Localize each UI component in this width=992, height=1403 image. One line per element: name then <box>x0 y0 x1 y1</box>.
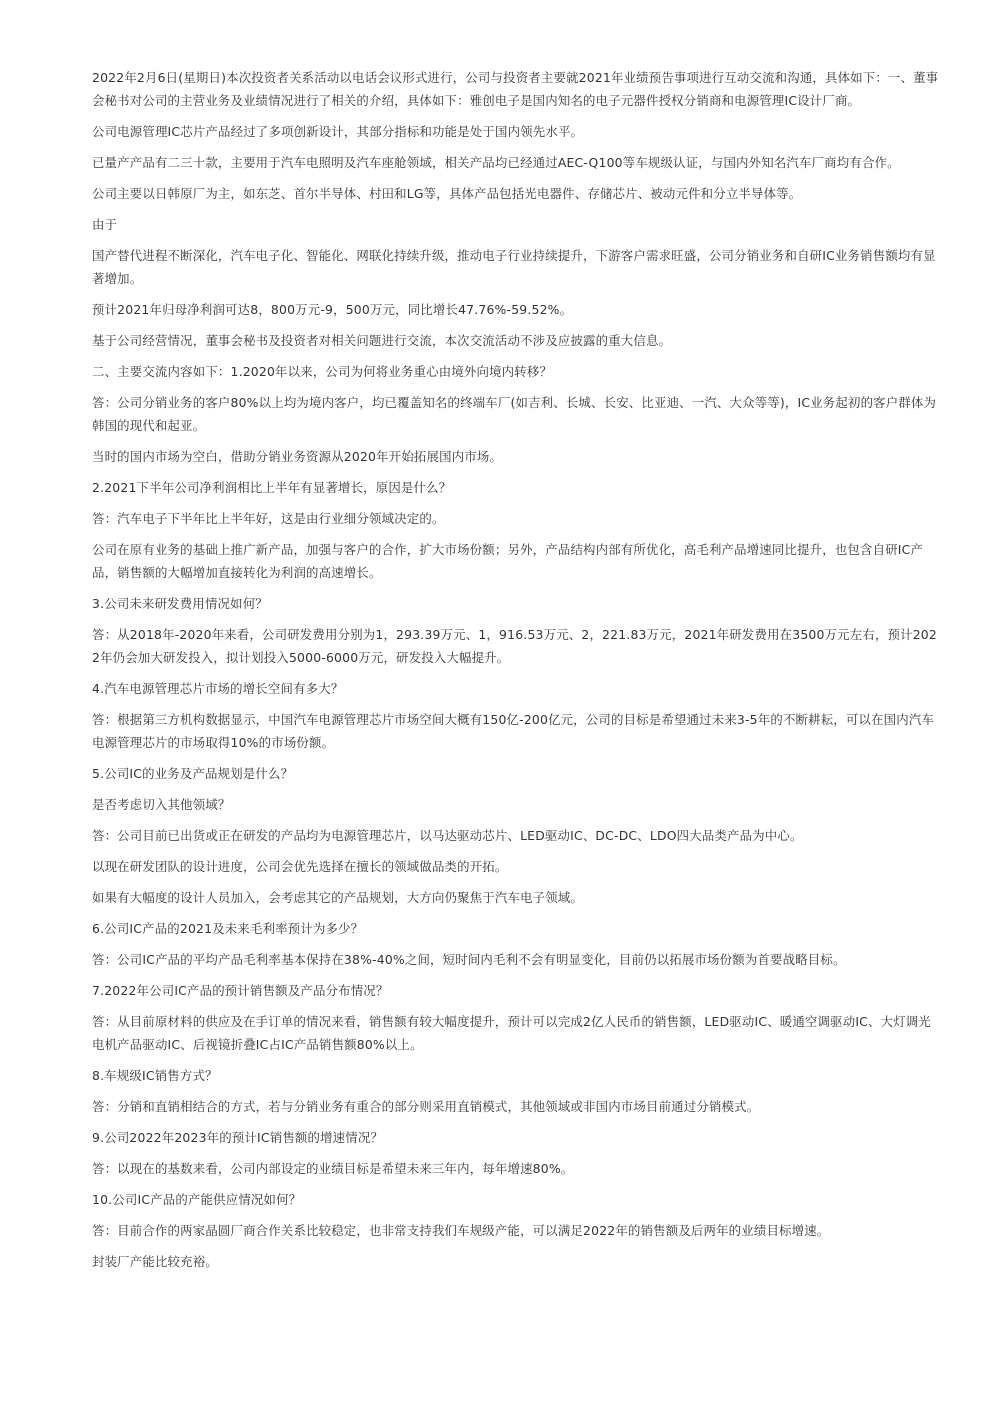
answer-8: 答：分销和直销相结合的方式，若与分销业务有重合的部分则采用直销模式，其他领域或非国内市场目前通过分销模式。 <box>92 1099 760 1114</box>
question-6: 6.公司IC产品的2021及未来毛利率预计为多少？ <box>92 921 364 936</box>
question-8: 8.车规级IC销售方式？ <box>92 1068 218 1083</box>
question-4: 4.汽车电源管理芯片市场的增长空间有多大？ <box>92 681 344 696</box>
answer-9: 答：以现在的基数来看，公司内部设定的业绩目标是希望未来三年内，每年增速80%。 <box>92 1161 574 1176</box>
answer-7: 答：从目前原材料的供应及在手订单的情况来看，销售额有较大幅度提升，预计可以完成2亿人民币的销售额，LED驱动IC、暖通空调驱动IC、大灯调光电机产品驱动IC、后视镜折叠IC占IC产品销售额80%以上。 <box>92 1014 931 1052</box>
question-9: 9.公司2022年2023年的预计IC销售额的增速情况？ <box>92 1130 384 1145</box>
paragraph: 国产替代进程不断深化，汽车电子化、智能化、网联化持续升级，推动电子行业持续提升，下游客户需求旺盛，公司分销业务和自研IC业务销售额均有显著增加。 <box>92 248 936 286</box>
answer-10-cont: 封装厂产能比较充裕。 <box>92 1254 218 1269</box>
question-5: 5.公司IC的业务及产品规划是什么？ <box>92 766 294 781</box>
answer-4: 答：根据第三方机构数据显示，中国汽车电源管理芯片市场空间大概有150亿-200亿元，公司的目标是希望通过未来3-5年的不断耕耘，可以在国内汽车电源管理芯片的市场取得10%的市场份额。 <box>92 712 935 750</box>
answer-1-cont: 当时的国内市场为空白，借助分销业务资源从2020年开始拓展国内市场。 <box>92 449 503 464</box>
answer-1: 答：公司分销业务的客户80%以上均为境内客户，均已覆盖知名的终端车厂(如吉利、长城、长安、比亚迪、一汽、大众等等)，IC业务起初的客户群体为韩国的现代和起亚。 <box>92 395 937 433</box>
answer-10: 答：目前合作的两家晶圆厂商合作关系比较稳定，也非常支持我们车规级产能，可以满足2022年的销售额及后两年的业绩目标增速。 <box>92 1223 830 1238</box>
question-1: 二、主要交流内容如下：1.2020年以来，公司为何将业务重心由境外向境内转移？ <box>92 364 553 379</box>
paragraph: 公司电源管理IC芯片产品经过了多项创新设计，其部分指标和功能是处于国内领先水平。 <box>92 124 584 139</box>
answer-2: 答：汽车电子下半年比上半年好，这是由行业细分领域决定的。 <box>92 511 445 526</box>
question-3: 3.公司未来研发费用情况如何？ <box>92 596 268 611</box>
paragraph-intro: 2022年2月6日(星期日)本次投资者关系活动以电话会议形式进行，公司与投资者主要就2021年业绩预告事项进行互动交流和沟通，具体如下：一、董事会秘书对公司的主营业务及业绩情况进行了相关的介绍，具体如下：雅创电子是国内知名的电子元器件授权分销商和电源管理IC设计厂商。 <box>92 70 939 108</box>
answer-5: 答：公司目前已出货或正在研发的产品均为电源管理芯片，以马达驱动芯片、LED驱动IC、DC-DC、LDO四大品类产品为中心。 <box>92 828 803 843</box>
question-5-cont: 是否考虑切入其他领域？ <box>92 797 231 812</box>
paragraph: 由于 <box>92 217 118 232</box>
answer-5-cont: 如果有大幅度的设计人员加入，会考虑其它的产品规划，大方向仍聚焦于汽车电子领域。 <box>92 890 584 905</box>
paragraph: 基于公司经营情况，董事会秘书及投资者对相关问题进行交流，本次交流活动不涉及应披露的重大信息。 <box>92 333 672 348</box>
paragraph: 公司主要以日韩原厂为主，如东芝、首尔半导体、村田和LG等，具体产品包括光电器件、存储芯片、被动元件和分立半导体等。 <box>92 186 802 201</box>
answer-6: 答：公司IC产品的平均产品毛利率基本保持在38%-40%之间，短时间内毛利不会有明显变化，目前仍以拓展市场份额为首要战略目标。 <box>92 952 846 967</box>
paragraph: 已量产产品有二三十款，主要用于汽车电照明及汽车座舱领域，相关产品均已经通过AEC-Q100等车规级认证，与国内外知名汽车厂商均有合作。 <box>92 155 900 170</box>
answer-3: 答：从2018年-2020年来看，公司研发费用分别为1，293.39万元、1，916.53万元、2，221.83万元，2021年研发费用在3500万元左右，预计2022年仍会加大研发投入，拟计划投入5000-6000万元，研发投入大幅提升。 <box>92 627 937 665</box>
answer-2-cont: 公司在原有业务的基础上推广新产品，加强与客户的合作，扩大市场份额；另外，产品结构内部有所优化，高毛利产品增速同比提升，也包含自研IC产品，销售额的大幅增加直接转化为利润的高速增长。 <box>92 542 924 580</box>
question-2: 2.2021下半年公司净利润相比上半年有显著增长，原因是什么？ <box>92 480 452 495</box>
paragraph: 预计2021年归母净利润可达8，800万元-9，500万元，同比增长47.76%-59.52%。 <box>92 302 573 317</box>
question-10: 10.公司IC产品的产能供应情况如何？ <box>92 1192 302 1207</box>
answer-5-cont: 以现在研发团队的设计进度，公司会优先选择在擅长的领域做品类的开拓。 <box>92 859 508 874</box>
question-7: 7.2022年公司IC产品的预计销售额及产品分布情况？ <box>92 983 389 998</box>
